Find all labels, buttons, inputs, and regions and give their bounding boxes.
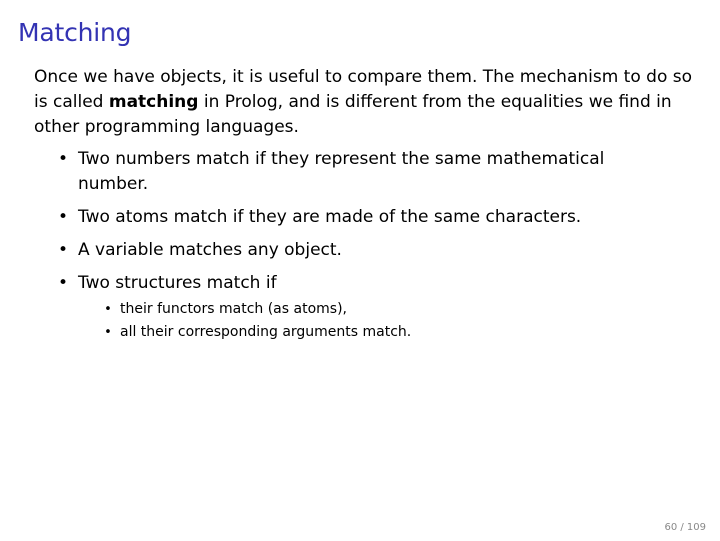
sub-bullet-icon: • xyxy=(104,325,112,340)
sub-list-item-text: their functors match (as atoms), xyxy=(120,301,347,317)
intro-text-after: in Prolog, and is different from the equalities we find in other programming languages. xyxy=(34,92,672,137)
page-number: 60 / 109 xyxy=(664,522,706,533)
bullet-list xyxy=(34,147,694,344)
bullet-icon: • xyxy=(57,207,69,227)
list-item xyxy=(34,147,638,197)
bullet-icon: • xyxy=(57,273,69,293)
list-item xyxy=(34,238,638,263)
intro-paragraph xyxy=(34,65,694,140)
intro-text-before: Once we have objects, it is useful to compare them. The mechanism to do so is called xyxy=(34,67,693,112)
slide-body xyxy=(34,65,694,352)
sub-list-item xyxy=(78,298,638,321)
list-item xyxy=(34,205,638,230)
list-item xyxy=(34,271,638,344)
sub-bullet-icon: • xyxy=(104,302,112,317)
list-item-text: Two atoms match if they are made of the same characters. xyxy=(78,207,582,227)
bullet-icon: • xyxy=(57,240,69,260)
slide-title: Matching xyxy=(18,18,132,47)
intro-bold-term: matching xyxy=(108,92,199,112)
list-item-text: Two numbers match if they represent the same mathematical number. xyxy=(78,149,605,194)
sub-list-item xyxy=(78,321,638,344)
sub-bullet-list xyxy=(78,298,638,344)
sub-list-item-text: all their corresponding arguments match. xyxy=(120,324,412,340)
list-item-text: Two structures match if xyxy=(78,273,277,293)
bullet-icon: • xyxy=(57,149,69,169)
list-item-text: A variable matches any object. xyxy=(78,240,342,260)
